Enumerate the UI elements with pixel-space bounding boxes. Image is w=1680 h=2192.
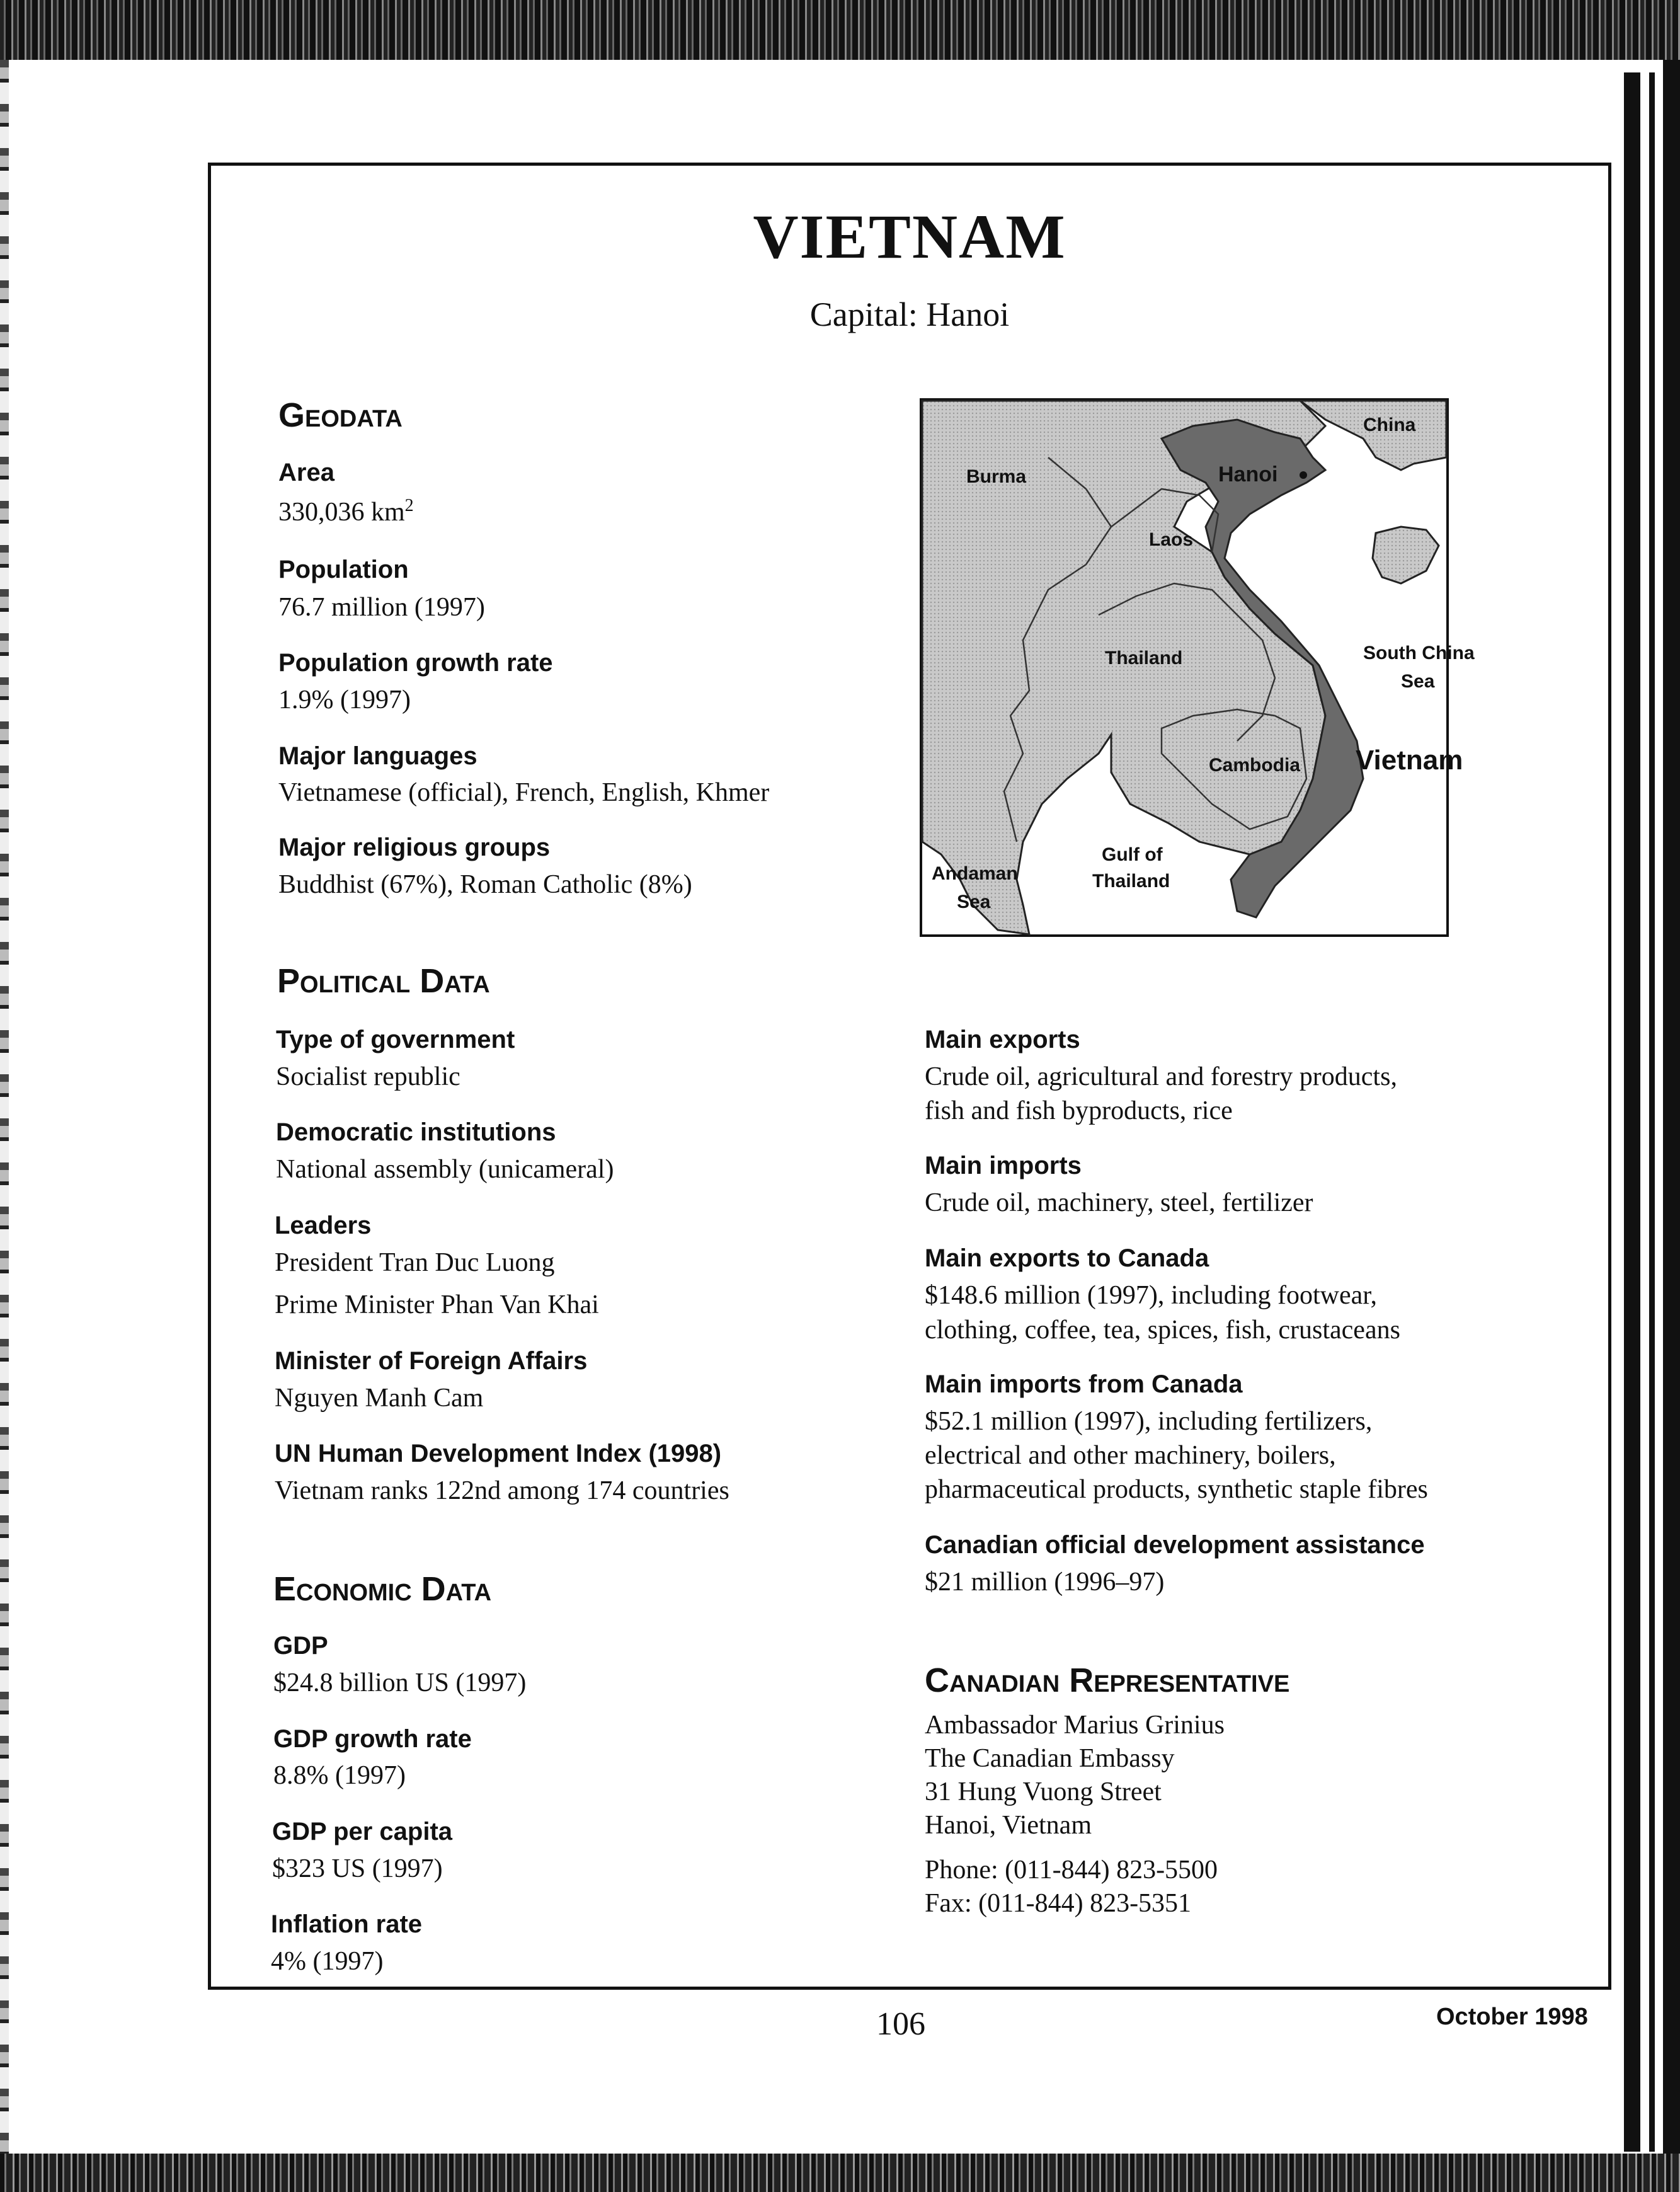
- hanoi-dot: [1300, 471, 1307, 479]
- exports-label: Main exports: [925, 1026, 1080, 1053]
- rep-line-3: 31 Hung Vuong Street: [925, 1777, 1162, 1806]
- area-label: Area: [278, 459, 334, 486]
- imports-canada-label: Main imports from Canada: [925, 1370, 1243, 1398]
- scan-edge-top: [0, 0, 1680, 60]
- rep-line-1: Ambassador Marius Grinius: [925, 1711, 1225, 1740]
- gdp-growth-value: 8.8% (1997): [273, 1761, 406, 1790]
- inflation-label: Inflation rate: [271, 1910, 423, 1938]
- page-title: VIETNAM: [753, 202, 1066, 272]
- map-label-cambodia: Cambodia: [1209, 755, 1301, 776]
- gdp-per-capita-label: GDP per capita: [272, 1818, 453, 1845]
- imports-canada-value-2: electrical and other machinery, boilers,: [925, 1441, 1336, 1470]
- area-value: 330,036 $km^2$: [278, 496, 414, 527]
- representative-heading: Canadian Representative: [925, 1661, 1290, 1699]
- fm-value: Nguyen Manh Cam: [275, 1384, 484, 1413]
- imports-label: Main imports: [925, 1152, 1082, 1179]
- gdp-per-capita-value: $323 US (1997): [272, 1854, 443, 1883]
- rep-line-2: The Canadian Embassy: [925, 1744, 1175, 1773]
- map-label-laos: Laos: [1149, 529, 1194, 550]
- oda-value: $21 million (1996–97): [925, 1568, 1165, 1597]
- religion-label: Major religious groups: [278, 834, 551, 861]
- scan-edge-left: [0, 60, 9, 2154]
- leader-1: President Tran Duc Luong: [275, 1248, 555, 1277]
- hainan-island: [1373, 527, 1439, 583]
- map-label-vietnam: Vietnam: [1356, 745, 1463, 776]
- fm-label: Minister of Foreign Affairs: [275, 1347, 588, 1375]
- rep-fax: Fax: (011-844) 823-5351: [925, 1889, 1192, 1918]
- population-value: 76.7 million (1997): [278, 593, 485, 622]
- gov-value: Socialist republic: [276, 1062, 460, 1091]
- growth-value: 1.9% (1997): [278, 686, 411, 714]
- scan-edge-right: [1624, 60, 1680, 2154]
- languages-value: Vietnamese (official), French, English, Khmer: [278, 778, 770, 807]
- area-unit-sup: 2: [404, 496, 414, 515]
- scan-edge-bottom: [0, 2154, 1680, 2192]
- map-label-gulf-2: Thailand: [1092, 871, 1170, 892]
- imports-canada-value-1: $52.1 million (1997), including fertilizers,: [925, 1407, 1373, 1436]
- map-label-andaman-1: Andaman: [932, 863, 1018, 884]
- inst-label: Democratic institutions: [276, 1118, 556, 1146]
- map-label-andaman-2: Sea: [957, 892, 991, 912]
- gov-label: Type of government: [276, 1026, 515, 1053]
- page-number: 106: [876, 2006, 925, 2042]
- oda-label: Canadian official development assistance: [925, 1531, 1425, 1559]
- exports-value-2: fish and fish byproducts, rice: [925, 1096, 1233, 1125]
- map-figure: [920, 398, 1475, 937]
- map-svg: [922, 401, 1475, 934]
- religion-value: Buddhist (67%), Roman Catholic (8%): [278, 870, 692, 899]
- capital-line: Capital: Hanoi: [809, 296, 1010, 333]
- map-label-south-china-sea-2: Sea: [1401, 671, 1435, 692]
- rep-line-4: Hanoi, Vietnam: [925, 1811, 1092, 1840]
- growth-label: Population growth rate: [278, 649, 553, 677]
- imports-value: Crude oil, machinery, steel, fertilizer: [925, 1188, 1313, 1217]
- languages-label: Major languages: [278, 742, 477, 770]
- inst-value: National assembly (unicameral): [276, 1155, 614, 1184]
- exports-value-1: Crude oil, agricultural and forestry products,: [925, 1062, 1397, 1091]
- gdp-growth-label: GDP growth rate: [273, 1725, 472, 1753]
- leader-2: Prime Minister Phan Van Khai: [275, 1290, 599, 1319]
- map-label-gulf-1: Gulf of: [1102, 844, 1163, 865]
- hdi-label: UN Human Development Index (1998): [275, 1440, 722, 1467]
- geodata-section: [278, 398, 908, 432]
- imports-canada-value-3: pharmaceutical products, synthetic staple fibres: [925, 1475, 1428, 1504]
- rep-phone: Phone: (011-844) 823-5500: [925, 1856, 1218, 1885]
- exports-canada-label: Main exports to Canada: [925, 1244, 1209, 1272]
- hdi-value: Vietnam ranks 122nd among 174 countries: [275, 1476, 729, 1505]
- inflation-value: 4% (1997): [271, 1947, 384, 1976]
- exports-canada-value-1: $148.6 million (1997), including footwear,: [925, 1281, 1378, 1310]
- map-label-hanoi: Hanoi: [1218, 462, 1278, 486]
- map-label-thailand: Thailand: [1105, 648, 1183, 669]
- exports-canada-value-2: clothing, coffee, tea, spices, fish, crustaceans: [925, 1316, 1400, 1345]
- gdp-label: GDP: [273, 1632, 328, 1660]
- gdp-value: $24.8 billion US (1997): [273, 1668, 527, 1697]
- map-label-south-china-sea-1: South China: [1363, 643, 1475, 663]
- political-heading: Political Data: [277, 962, 490, 1000]
- map-label-burma: Burma: [966, 466, 1027, 487]
- leaders-label: Leaders: [275, 1212, 372, 1239]
- map-label-china: China: [1363, 415, 1416, 435]
- population-label: Population: [278, 556, 409, 583]
- economic-heading: Economic Data: [273, 1570, 492, 1608]
- geodata-heading: Geodata: [278, 396, 403, 434]
- footer-date: October 1998: [1436, 2004, 1588, 2030]
